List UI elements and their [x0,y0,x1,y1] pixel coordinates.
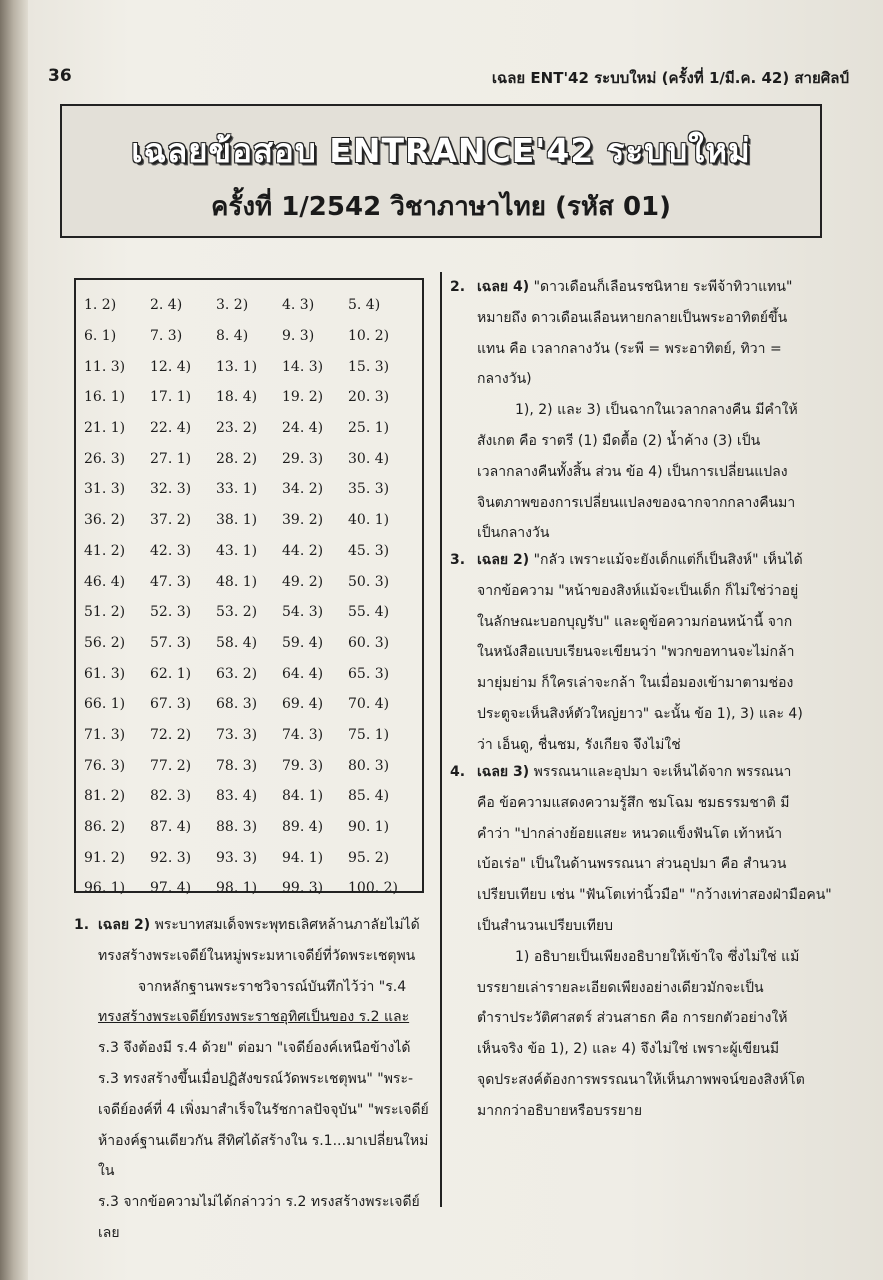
answer-cell: 57. 3) [150,634,192,651]
answer-cell: 78. 3) [216,757,258,774]
explanation-line: ห้าองค์ฐานเดียวกัน สีทิศได้สร้างใน ร.1...มาเปลี่ยนใหม่ใน [98,1132,429,1180]
answer-cell: 43. 1) [216,542,258,559]
explanation-line: ในลักษณะบอกบุญรับ" และดูข้อความก่อนหน้านี้ จาก [477,613,793,630]
answer-row [84,413,414,444]
explanation-line: เฉลย 4) "ดาวเดือนก็เลือนรชนิหาย ระพีจ้าทิวาแทน" [477,279,793,295]
answer-cell: 3. 2) [216,297,249,314]
answer-cell: 79. 3) [282,757,324,774]
explanation-line: ร.3 จึงต้องมี ร.4 ด้วย" ต่อมา "เจดีย์องค์เหนือข้างได้ [98,1040,411,1057]
answer-row [84,536,414,567]
answer-label: เฉลย 2) [477,552,530,568]
answer-row [84,597,414,628]
answer-row [84,720,414,751]
explanation-line: เฉลย 2) "กลัว เพราะแม้จะยังเด็กแต่ก็เป็นสิงห์" เห็นได้ [477,552,803,568]
explanation-line: มายุ่มย่าม ก็ใครเล่าจะกล้า ในเมื่อมองเข้ามาตามช่อง [477,675,794,692]
answer-row [84,781,414,812]
explanation-line: เวลากลางคืนทั้งสิ้น ส่วน ข้อ 4) เป็นการเปลี่ยนแปลง [477,463,788,480]
answer-row [84,474,414,505]
explanation-line: ร.3 จากข้อความไม่ได้กล่าวว่า ร.2 ทรงสร้างพระเจดีย์เลย [98,1194,420,1241]
answer-cell: 41. 2) [84,542,126,559]
answer-cell: 83. 4) [216,788,258,805]
answer-cell: 72. 2) [150,726,192,743]
answer-row [84,658,414,689]
explanation-line: บรรยายเล่ารายละเอียดเพียงอย่างเดียวมักจะเป็น [477,979,764,996]
answer-cell: 92. 3) [150,849,192,866]
answer-cell: 8. 4) [216,328,249,345]
question-number: 2. [450,279,466,295]
question-number: 4. [450,764,466,780]
answer-row [84,443,414,474]
answer-key-table [84,290,414,904]
answer-cell: 51. 2) [84,604,126,621]
answer-cell: 17. 1) [150,389,192,406]
answer-cell: 27. 1) [150,450,192,467]
main-title: เฉลยข้อสอบ ENTRANCE'42 ระบบใหม่ [131,131,751,170]
explanation-line: ทรงสร้างพระเจดีย์ในหมู่พระมหาเจดีย์ที่วัดพระเชตุพน [98,947,416,964]
answer-label: เฉลย 3) [477,764,530,780]
answer-cell: 99. 3) [282,880,324,897]
answer-cell: 15. 3) [348,358,390,375]
answer-cell: 85. 4) [348,788,390,805]
explanation-line: เจดีย์องค์ที่ 4 เพิ่งมาสำเร็จในรัชกาลปัจจุบัน" "พระเจดีย์ [98,1101,429,1118]
column-divider [440,272,442,1207]
answer-row [84,812,414,843]
answer-cell: 71. 3) [84,726,126,743]
answer-cell: 89. 4) [282,819,324,836]
answer-cell: 82. 3) [150,788,192,805]
answer-row [84,689,414,720]
answer-cell: 5. 4) [348,297,381,314]
answer-cell: 47. 3) [150,573,192,590]
explanation-line: จากหลักฐานพระราชวิจารณ์บันทึกไว้ว่า "ร.4 [138,978,407,995]
answer-cell: 25. 1) [348,420,390,437]
explanation-line: เป็นกลางวัน [477,525,550,542]
explanation-line: 1), 2) และ 3) เป็นฉากในเวลากลางคืน มีคำให้ [515,402,798,419]
answer-cell: 37. 2) [150,512,192,529]
answer-cell: 28. 2) [216,450,258,467]
answer-cell: 60. 3) [348,634,390,651]
answer-cell: 62. 1) [150,665,192,682]
explanation-line: ตำราประวัติศาสตร์ ส่วนสาธก คือ การยกตัวอย่างให้ [477,1010,788,1027]
explanation-line: กลางวัน) [477,371,532,388]
explanation-line: คำว่า "ปากล่างย้อยแสยะ หนวดแข็งฟันโต เท้าหน้า [477,825,783,842]
title-box [60,104,822,238]
answer-cell: 54. 3) [282,604,324,621]
answer-cell: 73. 3) [216,726,258,743]
answer-cell: 23. 2) [216,420,258,437]
explanation-q3 [450,545,835,761]
answer-cell: 36. 2) [84,512,126,529]
answer-cell: 19. 2) [282,389,324,406]
page-number: 36 [48,66,72,86]
explanation-q4 [450,757,835,1127]
answer-row [84,628,414,659]
answer-cell: 77. 2) [150,757,192,774]
answer-row [84,566,414,597]
answer-cell: 49. 2) [282,573,324,590]
explanation-line: ทรงสร้างพระเจดีย์ทรงพระราชอุทิศเป็นของ ร.2 และ [98,1009,410,1026]
answer-cell: 61. 3) [84,665,126,682]
answer-label: เฉลย 4) [477,279,530,295]
answer-row [84,873,414,904]
answer-cell: 31. 3) [84,481,126,498]
explanation-line: เปรียบเทียบ เช่น "ฟันโตเท่านิ้วมือ" "กว้างเท่าสองฝ่ามือคน" [477,887,832,904]
explanation-line: เฉลย 2) พระบาทสมเด็จพระพุทธเลิศหล้านภาลัยไม่ได้ [98,917,420,933]
answer-cell: 81. 2) [84,788,126,805]
explanation-q1 [74,910,434,1249]
answer-cell: 53. 2) [216,604,258,621]
running-header: เฉลย ENT'42 ระบบใหม่ (ครั้งที่ 1/มี.ค. 42) สายศิลป์ [491,69,849,87]
subtitle: ครั้งที่ 1/2542 วิชาภาษาไทย (รหัส 01) [210,192,672,222]
answer-cell: 58. 4) [216,634,258,651]
answer-cell: 86. 2) [84,819,126,836]
answer-cell: 96. 1) [84,880,126,897]
answer-cell: 40. 1) [348,512,390,529]
explanation-line: หมายถึง ดาวเดือนเลือนหายกลายเป็นพระอาทิตย์ขึ้น [477,309,788,326]
answer-cell: 66. 1) [84,696,126,713]
answer-cell: 22. 4) [150,420,192,437]
answer-cell: 90. 1) [348,819,390,836]
explanation-line: ว่า เอ็นดู, ชื่นชม, รังเกียจ จึงไม่ใช่ [477,736,681,753]
answer-cell: 38. 1) [216,512,258,529]
answer-cell: 24. 4) [282,420,324,437]
answer-cell: 55. 4) [348,604,390,621]
explanation-line: คือ ข้อความแสดงความรู้สึก ชมโฉม ชมธรรมชาติ มี [477,794,790,811]
answer-cell: 69. 4) [282,696,324,713]
answer-cell: 65. 3) [348,665,390,682]
answer-cell: 97. 4) [150,880,192,897]
answer-cell: 32. 3) [150,481,192,498]
answer-cell: 1. 2) [84,297,117,314]
answer-cell: 88. 3) [216,819,258,836]
answer-cell: 18. 4) [216,389,258,406]
answer-cell: 95. 2) [348,849,390,866]
answer-cell: 30. 4) [348,450,390,467]
answer-row [84,351,414,382]
answer-label: เฉลย 2) [98,917,151,933]
answer-cell: 39. 2) [282,512,324,529]
answer-cell: 20. 3) [348,389,390,406]
answer-cell: 48. 1) [216,573,258,590]
explanation-line: จากข้อความ "หน้าของสิงห์แม้จะเป็นเด็ก ก็ไม่ใช่ว่าอยู่ [477,582,799,599]
answer-cell: 26. 3) [84,450,126,467]
explanation-line: จุดประสงค์ต้องการพรรณนาให้เห็นภาพพจน์ของสิงห์โต [477,1071,805,1088]
answer-row [84,321,414,352]
answer-cell: 10. 2) [348,328,390,345]
explanation-line: ร.3 ทรงสร้างขึ้นเมื่อปฏิสังขรณ์วัดพระเชตุพน" "พระ- [98,1070,414,1087]
answer-cell: 7. 3) [150,328,183,345]
answer-cell: 93. 3) [216,849,258,866]
answer-cell: 2. 4) [150,297,183,314]
explanation-line: ในหนังสือแบบเรียนจะเขียนว่า "พวกขอทานจะไม่กล้า [477,644,795,661]
answer-cell: 64. 4) [282,665,324,682]
explanation-line: เห็นจริง ข้อ 1), 2) และ 4) จึงไม่ใช่ เพราะผู้เขียนมี [477,1041,780,1058]
answer-cell: 94. 1) [282,849,324,866]
answer-cell: 98. 1) [216,880,258,897]
answer-cell: 75. 1) [348,726,390,743]
explanation-q2 [450,272,835,549]
answer-cell: 34. 2) [282,481,324,498]
answer-cell: 42. 3) [150,542,192,559]
answer-cell: 13. 1) [216,358,258,375]
answer-cell: 9. 3) [282,328,315,345]
answer-cell: 100. 2) [348,880,398,897]
answer-cell: 14. 3) [282,358,324,375]
answer-cell: 46. 4) [84,573,126,590]
answer-cell: 4. 3) [282,297,315,314]
answer-cell: 56. 2) [84,634,126,651]
answer-cell: 84. 1) [282,788,324,805]
answer-cell: 59. 4) [282,634,324,651]
answer-cell: 87. 4) [150,819,192,836]
explanation-line: จินตภาพของการเปลี่ยนแปลงของฉากจากกลางคืนมา [477,494,796,511]
answer-cell: 29. 3) [282,450,324,467]
answer-cell: 74. 3) [282,726,324,743]
explanation-line: ประตูจะเห็นสิงห์ตัวใหญ่ยาว" ฉะนั้น ข้อ 1), 3) และ 4) [477,705,803,722]
answer-cell: 68. 3) [216,696,258,713]
answer-row [84,842,414,873]
explanation-line: สังเกต คือ ราตรี (1) มืดตื้อ (2) น้ำค้าง (3) เป็น [477,432,761,449]
explanation-line: เฉลย 3) พรรณนาและอุปมา จะเห็นได้จาก พรรณนา [477,764,792,780]
answer-cell: 70. 4) [348,696,390,713]
answer-cell: 21. 1) [84,420,126,437]
answer-cell: 6. 1) [84,328,117,345]
answer-row [84,750,414,781]
answer-cell: 16. 1) [84,389,126,406]
answer-row [84,382,414,413]
explanation-line: 1) อธิบายเป็นเพียงอธิบายให้เข้าใจ ซึ่งไม่ใช่ แม้ [515,948,800,965]
answer-cell: 12. 4) [150,358,192,375]
answer-cell: 11. 3) [84,358,126,375]
answer-cell: 52. 3) [150,604,192,621]
answer-cell: 50. 3) [348,573,390,590]
answer-cell: 45. 3) [348,542,390,559]
answer-cell: 63. 2) [216,665,258,682]
explanation-line: เป็นสำนวนเปรียบเทียบ [477,917,614,934]
answer-cell: 67. 3) [150,696,192,713]
answer-cell: 33. 1) [216,481,258,498]
book-spine-shadow [0,0,30,1280]
explanation-line: เบ้อเร่อ" เป็นในด้านพรรณนา ส่วนอุปมา คือ สำนวน [477,856,787,873]
explanation-line: มากกว่าอธิบายหรือบรรยาย [477,1102,643,1119]
answer-cell: 76. 3) [84,757,126,774]
question-number: 1. [74,917,90,933]
explanation-line: แทน คือ เวลากลางวัน (ระพี = พระอาทิตย์, ทิวา = [477,340,782,357]
answer-cell: 35. 3) [348,481,390,498]
answer-key-box [74,278,424,897]
answer-cell: 80. 3) [348,757,390,774]
answer-cell: 91. 2) [84,849,126,866]
question-number: 3. [450,552,466,568]
answer-row [84,505,414,536]
answer-row [84,290,414,321]
answer-cell: 44. 2) [282,542,324,559]
